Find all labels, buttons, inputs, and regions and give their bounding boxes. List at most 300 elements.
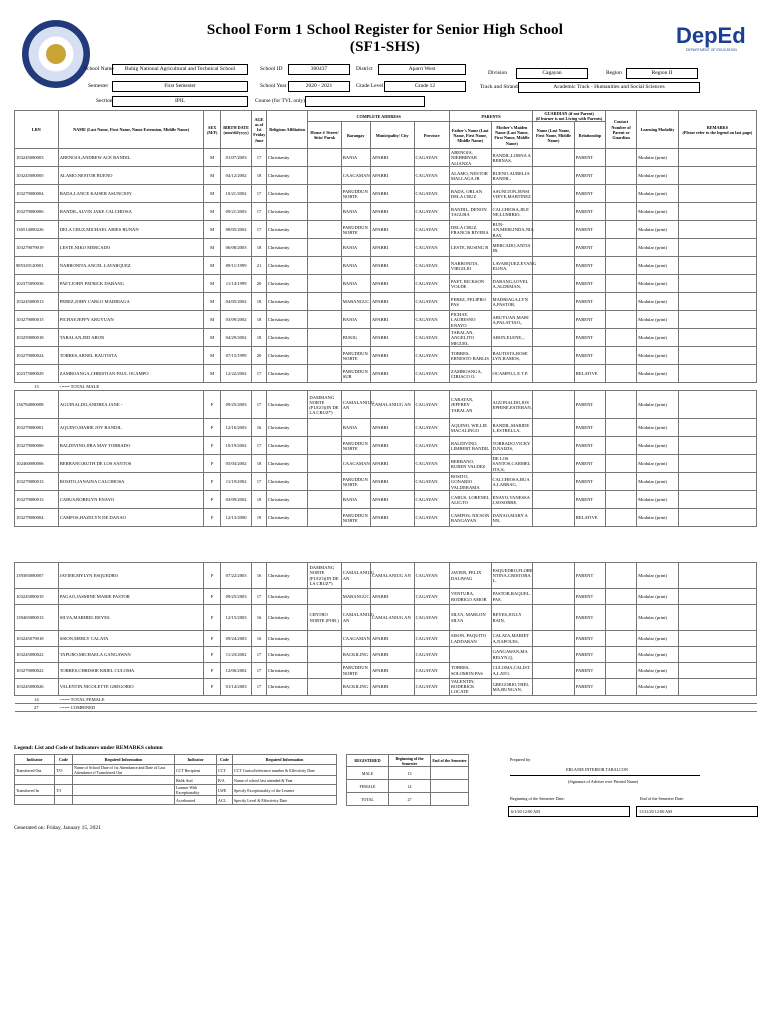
cell-name: PAGAO,JASMINE MARIE PASTOR	[58, 589, 204, 605]
total-male-row-label: <=== TOTAL MALE	[58, 383, 756, 391]
cell-birthdate: 11/14/1999	[221, 275, 252, 293]
cell-modality: Modular (print)	[637, 631, 679, 647]
summary-begin: 27	[389, 793, 431, 806]
cell-lrn: 103279080022	[15, 663, 59, 679]
legend-indicator: Transferred In	[15, 785, 55, 796]
cell-relationship: PARENT	[574, 419, 605, 437]
cell-mother: CALATA,MARIET A,NAPOLES,	[491, 631, 533, 647]
cell-modality: Modular (print)	[637, 221, 679, 239]
table-row	[15, 473, 757, 491]
cell-contact	[606, 647, 637, 663]
cell-modality: Modular (print)	[637, 473, 679, 491]
cell-modality: Modular (print)	[637, 167, 679, 185]
cell-sex: F	[204, 563, 221, 589]
table-row	[15, 239, 757, 257]
cell-guardian	[533, 347, 575, 365]
cell-birthdate: 03/09/2002	[221, 491, 252, 509]
cell-province: CAGAYAN	[414, 149, 449, 167]
legend-required-2: CCT Control/reference number & Effectivity Date	[233, 765, 337, 776]
cell-barangay: PARUDDUN NORTE	[341, 347, 370, 365]
legend-code-2: ACL	[217, 796, 233, 805]
cell-lrn: 103279080006	[15, 203, 59, 221]
cell-name: BANDIL,ALVIN JAKE CALCHIOSA	[58, 203, 204, 221]
cell-remarks	[678, 365, 756, 383]
cell-sex: M	[204, 347, 221, 365]
section-value: IPIL	[112, 96, 248, 107]
cell-father: NARBONITA, VIRGILIO	[449, 257, 491, 275]
cell-relationship: PARENT	[574, 663, 605, 679]
cell-birthdate: 05/04/2002	[221, 455, 252, 473]
cell-relationship: PARENT	[574, 455, 605, 473]
cell-father: BALDIVINO, LIMBERT BANDIL	[449, 437, 491, 455]
cell-sex: M	[204, 329, 221, 347]
cell-province: CAGAYAN	[414, 167, 449, 185]
school-id-value: 300437	[288, 64, 350, 75]
cell-guardian	[533, 437, 575, 455]
cell-barangay: PARUDDUN NORTE	[341, 221, 370, 239]
cell-lrn: 103279080024	[15, 347, 59, 365]
cell-mother: REYES,JOLLY RAIN,	[491, 605, 533, 631]
cell-house	[308, 203, 341, 221]
cell-sex: M	[204, 365, 221, 383]
cell-religion: Christianity	[266, 275, 308, 293]
cell-relationship: PARENT	[574, 203, 605, 221]
track-label: Track and Strand	[480, 84, 518, 90]
cell-name: DELA CRUZ,MICHAEL ARIES BUNAN	[58, 221, 204, 239]
cell-sex: M	[204, 185, 221, 203]
cell-name: AQUINO,MARIE JOY BANDIL	[58, 419, 204, 437]
cell-remarks	[678, 679, 756, 696]
track-value: Academic Track - Humanities and Social Sciences	[518, 82, 700, 93]
cell-guardian	[533, 391, 575, 419]
cell-house	[308, 149, 341, 167]
col-relationship: Relationship	[574, 122, 605, 149]
cell-barangay: BANIA	[341, 257, 370, 275]
cell-relationship: PARENT	[574, 149, 605, 167]
cell-remarks	[678, 605, 756, 631]
cell-guardian	[533, 473, 575, 491]
legend-row	[15, 785, 337, 796]
col-address: COMPLETE ADDRESS	[308, 111, 450, 122]
cell-mother: ESQUEDRO,FLORE NTINA,CRISTOBA L,	[491, 563, 533, 589]
table-row	[15, 455, 757, 473]
cell-province: CAGAYAN	[414, 491, 449, 509]
cell-birthdate: 11/23/2002	[221, 647, 252, 663]
table-row	[15, 203, 757, 221]
cell-birthdate: 09/25/2003	[221, 391, 252, 419]
cell-barangay: CAAGAMAN	[341, 631, 370, 647]
cell-guardian	[533, 275, 575, 293]
cell-lrn: 102460080006	[15, 455, 59, 473]
legend-code-2: CCT	[217, 765, 233, 776]
cell-house: CENTRO NORTE (POB.)	[308, 605, 341, 631]
cell-religion: Christianity	[266, 149, 308, 167]
col-guardian	[533, 111, 606, 122]
col-sex: SEX (M/F)	[204, 111, 221, 149]
total-female-row	[15, 695, 757, 703]
col-contact: Contact Number of Parent or Guardian	[605, 111, 636, 149]
cell-relationship: PARENT	[574, 311, 605, 329]
table-row	[15, 647, 757, 663]
table-row	[15, 509, 757, 527]
cell-father: ALAMO, NESTOR MALLAGA JR	[449, 167, 491, 185]
end-date-label: End of the Semester Date:	[640, 796, 684, 801]
cell-barangay: BANIA	[341, 203, 370, 221]
col-parents: PARENTS	[449, 111, 532, 122]
cell-name: NARBONITA,ANCEL LAVARQUEZ	[58, 257, 204, 275]
cell-sex: F	[204, 509, 221, 527]
cell-religion: Christianity	[266, 663, 308, 679]
cell-contact	[605, 167, 636, 185]
cell-mother: DABANG,LOVEL A,ALDEMAN,	[491, 275, 533, 293]
cell-barangay: MABANGUC	[341, 293, 370, 311]
cell-age: 21	[252, 257, 267, 275]
cell-father: PEREZ, FELIPRO PAS	[449, 293, 491, 311]
cell-modality: Modular (print)	[637, 663, 679, 679]
table-row	[15, 563, 757, 589]
cell-religion: Christianity	[266, 679, 308, 696]
cell-father: AQUINO, WILLIE MACALINGO	[449, 419, 491, 437]
cell-barangay: BANIA	[341, 311, 370, 329]
cell-contact	[605, 293, 636, 311]
district-label: District	[356, 66, 373, 72]
table-row	[15, 419, 757, 437]
cell-province: CAGAYAN	[414, 293, 449, 311]
cell-father: TABALAN, ANGELITO MIGUEL	[449, 329, 491, 347]
cell-mother: GREGORIO,THEL MA,BUNGAN,	[491, 679, 533, 696]
cell-religion: Christianity	[266, 167, 308, 185]
cell-name: BADA,LANCE KAISER ASUNCION	[58, 185, 204, 203]
legend-code	[55, 776, 73, 785]
table-row	[15, 605, 757, 631]
table-row	[15, 679, 757, 696]
cell-father: ZAMBOANGA, CIRIACO O.	[449, 365, 491, 383]
cell-province: CAGAYAN	[414, 589, 449, 605]
cell-relationship: PARENT	[574, 563, 605, 589]
cell-municipality: APARRI	[370, 167, 414, 185]
cell-lrn: 103245079018	[15, 631, 59, 647]
cell-barangay: BANIA	[341, 239, 370, 257]
cell-house	[308, 347, 341, 365]
division-label: Division	[488, 70, 507, 76]
cell-contact	[606, 631, 637, 647]
cell-guardian	[533, 509, 575, 527]
table-row	[15, 365, 757, 383]
cell-province: CAGAYAN	[414, 605, 449, 631]
cell-contact	[606, 679, 637, 696]
cell-birthdate: 12/13/2000	[221, 509, 252, 527]
cell-name: CAMPOS,HAZELYN DE DANAO	[58, 509, 204, 527]
legend-required-2: Specify Exceptionality of the Learner	[233, 785, 337, 796]
cell-age: 17	[252, 185, 267, 203]
cell-municipality: APARRI	[370, 149, 414, 167]
cell-guardian	[533, 239, 575, 257]
cell-religion: Christianity	[266, 631, 308, 647]
total-female-row-count: 14	[15, 695, 59, 703]
cell-lrn: 103279080013	[15, 473, 59, 491]
cell-age: 16	[252, 563, 267, 589]
legend-indicator-2: Accelerated	[175, 796, 217, 805]
combined-row-label: <=== COMBINED	[58, 703, 756, 711]
legend-h-indicator-2: Indicator	[175, 755, 217, 765]
cell-remarks	[678, 663, 756, 679]
cell-father: JAVIER, FELIX DALIWAG	[449, 563, 491, 589]
cell-barangay: BUKIG	[341, 329, 370, 347]
cell-name: LESTE,NIKO MERCADO	[58, 239, 204, 257]
col-guardian-title: GUARDIAN (if not Parent)	[544, 111, 594, 116]
cell-sex: F	[204, 631, 221, 647]
col-father: Father's Name (Last Name, First Name, Middle Name)	[449, 122, 491, 149]
cell-relationship: PARENT	[574, 589, 605, 605]
cell-religion: Christianity	[266, 491, 308, 509]
legend-h-required-2: Required Information	[233, 755, 337, 765]
legend-table	[14, 754, 337, 805]
cell-contact	[606, 605, 637, 631]
summary-begin: 13	[389, 767, 431, 780]
cell-mother: CULOMA,CALIST A,LATO,	[491, 663, 533, 679]
cell-relationship: PARENT	[574, 257, 605, 275]
cell-father: PICHAY, LAURESNO ENAYO	[449, 311, 491, 329]
cell-birthdate: 09/25/2003	[221, 589, 252, 605]
deped-logo-subtitle: DEPARTMENT OF EDUCATION	[686, 48, 737, 52]
cell-sex: F	[204, 589, 221, 605]
cell-municipality: APARRI	[370, 473, 414, 491]
col-remarks	[678, 111, 756, 149]
cell-name: BALDIVINO,JIRA MAY TORRADO	[58, 437, 204, 455]
cell-barangay: BANIA	[341, 419, 370, 437]
cell-lrn: 102375080029	[15, 365, 59, 383]
cell-sex: F	[204, 419, 221, 437]
cell-mother: ASUNCION,JENSI VIEVE,MARTINEZ	[491, 185, 533, 203]
cell-municipality: APARRI	[370, 647, 414, 663]
cell-contact	[605, 311, 636, 329]
cell-municipality: APARRI	[370, 257, 414, 275]
cell-modality: Modular (print)	[637, 293, 679, 311]
cell-barangay: PARUDDUN NORTE	[341, 509, 370, 527]
cell-age: 17	[252, 663, 267, 679]
cell-father: VENTURA, RODRIGO AMOR	[449, 589, 491, 605]
cell-contact	[606, 563, 637, 589]
cell-guardian	[533, 221, 575, 239]
cell-contact	[605, 391, 636, 419]
legend-indicator	[15, 796, 55, 805]
cell-house	[308, 275, 341, 293]
cell-religion: Christianity	[266, 437, 308, 455]
cell-guardian	[533, 311, 575, 329]
combined-row	[15, 703, 757, 711]
cell-contact	[605, 329, 636, 347]
cell-birthdate: 12/22/2002	[221, 365, 252, 383]
cell-house	[308, 491, 341, 509]
cell-lrn: 103245080003	[15, 149, 59, 167]
cell-name: SISON,MERLY CALATA	[58, 631, 204, 647]
cell-religion: Christianity	[266, 563, 308, 589]
cell-modality: Modular (print)	[637, 679, 679, 696]
register-table-continued	[14, 562, 757, 712]
cell-mother: DANAO,MARY A NN,	[491, 509, 533, 527]
cell-father: TORRES, SOLOMON PAS	[449, 663, 491, 679]
legend-required-2: Name of school last attended & Year	[233, 776, 337, 785]
total-male-row	[15, 383, 757, 391]
cell-lrn: 136514080226	[15, 221, 59, 239]
cell-modality: Modular (print)	[637, 589, 679, 605]
cell-municipality: APARRI	[370, 663, 414, 679]
begin-date-label: Beginning of the Semester Date:	[510, 796, 565, 801]
cell-modality: Modular (print)	[637, 257, 679, 275]
col-municipality: Municipality/ City	[370, 122, 414, 149]
cell-lrn: 102375090036	[15, 275, 59, 293]
cell-age: 17	[252, 473, 267, 491]
cell-modality: Modular (print)	[637, 329, 679, 347]
school-name-value: Buhig National Agricultural and Technical School	[112, 64, 248, 75]
cell-guardian	[533, 293, 575, 311]
cell-name: BERBANO,RUTH DE LOS SANTOS	[58, 455, 204, 473]
cell-age: 18	[252, 455, 267, 473]
cell-name: ABENOJA,ANDREW ACE BANDIL	[58, 149, 204, 167]
cell-name: AGUINALDO,ANDREA JANE -	[58, 391, 204, 419]
table-row	[15, 491, 757, 509]
cell-age: 19	[252, 509, 267, 527]
cell-remarks	[678, 329, 756, 347]
cell-mother: BUN-AN,MERLINDA,NIA BAY,	[492, 222, 534, 238]
cell-modality: Modular (print)	[637, 203, 679, 221]
cell-remarks	[678, 563, 756, 589]
table-row	[15, 391, 757, 419]
cell-sex: F	[204, 455, 221, 473]
legend-h-required: Required Information	[73, 755, 175, 765]
cell-guardian	[533, 419, 575, 437]
combined-row-count: 27	[15, 703, 59, 711]
cell-barangay: BANIA	[341, 491, 370, 509]
cell-house	[308, 257, 341, 275]
cell-municipality: APARRI	[370, 437, 414, 455]
deped-logo-text: DepEd	[676, 23, 746, 48]
cell-father: LESTE, RUSING R	[449, 239, 491, 257]
cell-name: TABALAN,JED ABON	[58, 329, 204, 347]
cell-guardian	[533, 257, 575, 275]
summary-row	[347, 793, 469, 806]
cell-modality: Modular (print)	[637, 563, 679, 589]
cell-lrn: 103279079019	[15, 239, 59, 257]
cell-remarks	[678, 203, 756, 221]
col-name: NAME (Last Name, First Name, Name Extension, Middle Name)	[58, 111, 204, 149]
legend-row	[15, 796, 337, 805]
summary-end	[431, 767, 469, 780]
cell-sex: M	[204, 167, 221, 185]
cell-birthdate: 06/08/2003	[221, 239, 252, 257]
cell-age: 17	[252, 203, 267, 221]
cell-relationship: PARENT	[574, 329, 605, 347]
cell-age: 18	[252, 311, 267, 329]
cell-province: CAGAYAN	[414, 221, 449, 239]
cell-relationship: PARENT	[574, 631, 605, 647]
cell-religion: Christianity	[266, 257, 308, 275]
cell-modality: Modular (print)	[637, 347, 679, 365]
cell-contact	[605, 473, 636, 491]
legend-indicator-2: Learner With Exceptionality	[175, 785, 217, 796]
cell-name: PEREZ,JOHN CARLO MADRIAGA	[58, 293, 204, 311]
cell-municipality: CAMALANIUG AN	[370, 605, 414, 631]
cell-mother: GANGAWAN,MA RELYN,Q,	[491, 647, 533, 663]
cell-name: ZAMBOANGA,CHRISTIAN PAUL OCAMPO	[58, 365, 204, 383]
cell-birthdate: 04/12/2002	[221, 167, 252, 185]
cell-modality: Modular (print)	[637, 311, 679, 329]
cell-house	[308, 509, 341, 527]
semester-value: First Semester	[112, 81, 248, 92]
cell-province: CAGAYAN	[414, 365, 449, 383]
summary-label: MALE	[347, 767, 389, 780]
cell-remarks	[678, 275, 756, 293]
cell-contact	[605, 149, 636, 167]
cell-contact	[605, 221, 636, 239]
cell-relationship: PARENT	[574, 437, 605, 455]
deped-logo	[676, 24, 756, 54]
legend-indicator-2: CCT Recipient	[175, 765, 217, 776]
table-row	[15, 221, 757, 239]
cell-house: DAMMANG NORTE (FUGO)(IN DE LA CRUZ*)	[308, 391, 341, 419]
cell-mother: BANDIL,LORNA A BERNAS,	[491, 149, 533, 167]
table-row	[15, 293, 757, 311]
cell-municipality: APARRI	[370, 679, 414, 696]
cell-mother: PASTOR,RAQUEL, PAS,	[491, 589, 533, 605]
cell-modality: Modular (print)	[637, 365, 679, 383]
summary-end	[431, 780, 469, 793]
cell-father: BOSITO, GONARIO VALDERAMA	[449, 473, 491, 491]
cell-sex: M	[204, 293, 221, 311]
cell-sex: F	[204, 679, 221, 696]
summary-label: TOTAL	[347, 793, 389, 806]
cell-father: SILVA, MARLON SILVA	[449, 605, 491, 631]
cell-remarks	[678, 293, 756, 311]
cell-father: ABENOJA, NIEHBRYAR ALIANZA	[449, 149, 491, 167]
cell-mother: MERCADO,ANITA JR,	[491, 239, 533, 257]
total-female-row-label: <=== TOTAL FEMALE	[58, 695, 756, 703]
cell-mother: DE LOS SANTOS,CARMEL ITA,S,	[491, 455, 533, 473]
cell-province: CAGAYAN	[414, 647, 449, 663]
division-value: Cagayan	[516, 68, 588, 79]
cell-barangay: PARUDDUN SUR	[341, 365, 370, 383]
summary-h-registered: REGISTERED	[347, 755, 389, 767]
table-row	[15, 631, 757, 647]
cell-barangay: CAMALANIUG AN	[341, 563, 370, 589]
cell-house	[308, 329, 341, 347]
summary-label: FEMALE	[347, 780, 389, 793]
cell-remarks	[678, 149, 756, 167]
cell-relationship: PARENT	[574, 391, 605, 419]
cell-age: 18	[252, 293, 267, 311]
cell-house	[308, 365, 341, 383]
cell-father: DELA CRUZ, FRANCIS RIVERA	[449, 221, 491, 239]
cell-age: 17	[252, 437, 267, 455]
cell-house	[308, 589, 341, 605]
cell-municipality: APARRI	[370, 221, 414, 239]
col-remarks-title: REMARKS	[706, 124, 729, 130]
col-lrn: LRN	[15, 111, 59, 149]
legend-code: T/I	[55, 785, 73, 796]
cell-age: 17	[252, 149, 267, 167]
cell-municipality: APARRI	[370, 347, 414, 365]
cell-name: CABUS,ROBELYN ENAYO	[58, 491, 204, 509]
cell-relationship: PARENT	[574, 473, 605, 491]
summary-begin: 14	[389, 780, 431, 793]
cell-birthdate: 12/06/2002	[221, 663, 252, 679]
cell-age: 17	[252, 365, 267, 383]
cell-religion: Christianity	[266, 347, 308, 365]
cell-modality: Modular (print)	[637, 149, 679, 167]
cell-name: ALAMO,NESTOR BUENO	[58, 167, 204, 185]
cell-barangay: CAMALANIUG AN	[341, 391, 370, 419]
col-guardian-name: Name (Last Name, First Name, Middle Name)	[533, 122, 575, 149]
